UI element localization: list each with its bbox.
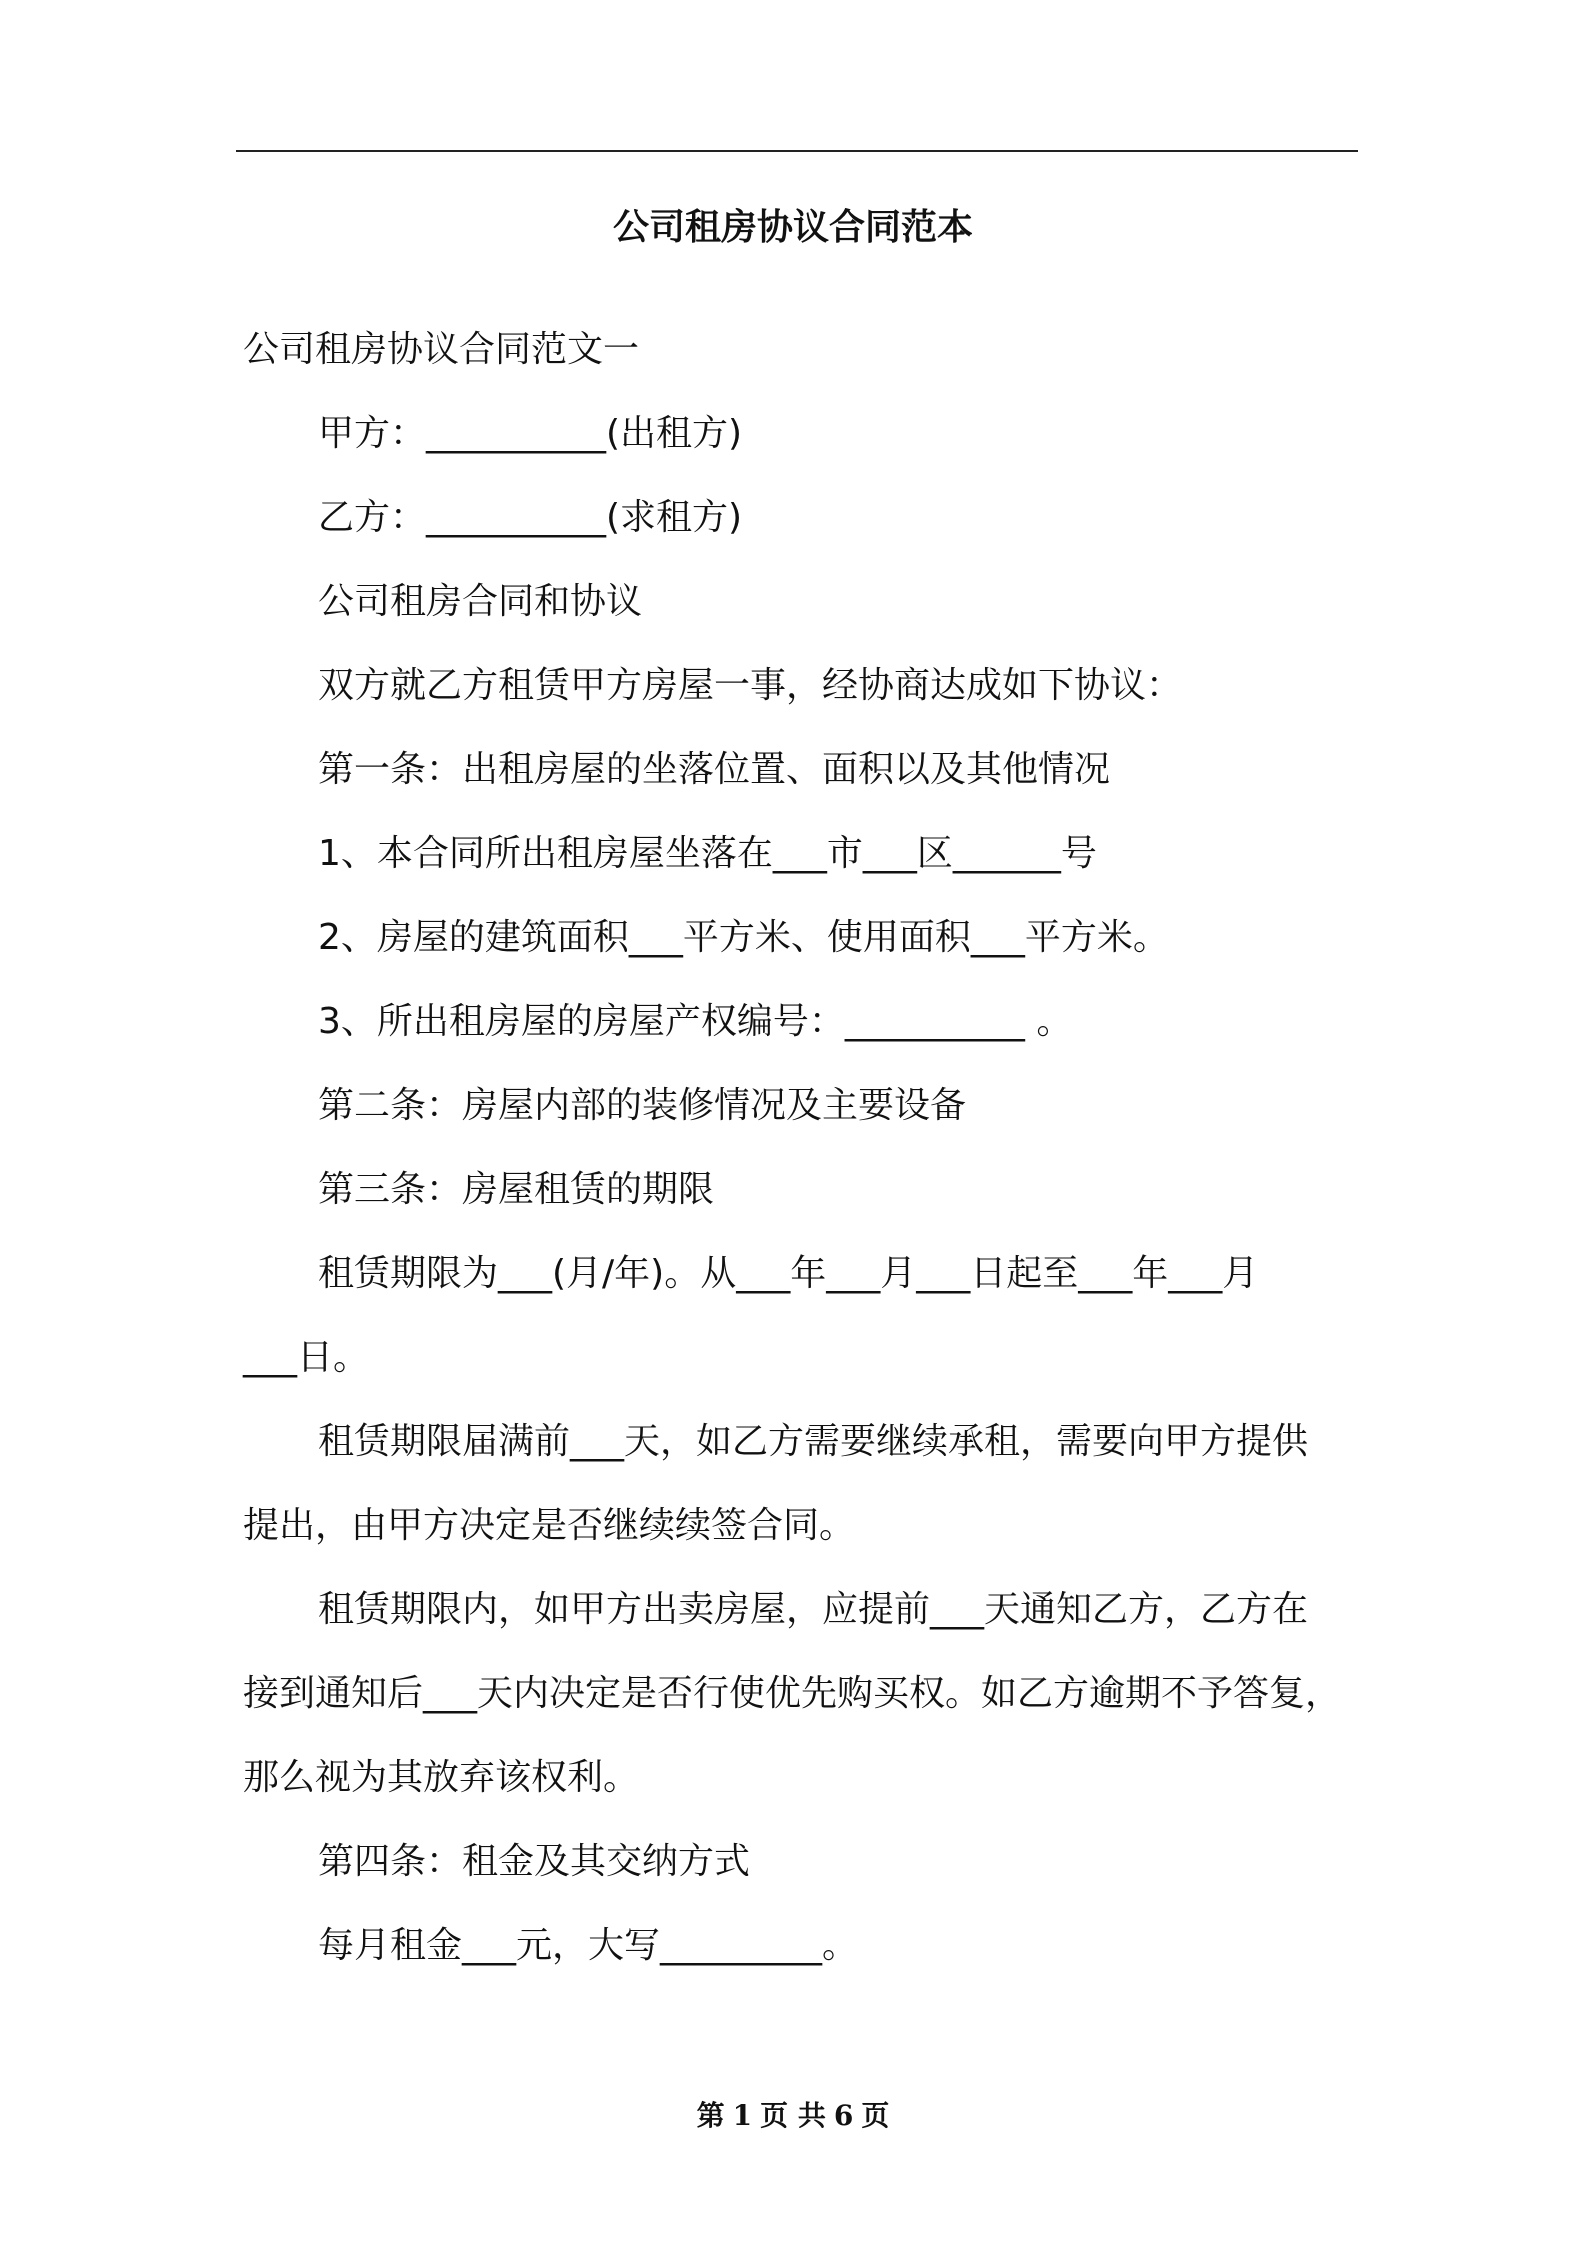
sale-paragraph-line-2: 接到通知后___天内决定是否行使优先购买权。如乙方逾期不予答复，	[243, 1673, 1342, 1714]
page-total: 6	[833, 2099, 854, 2132]
document-subtitle: 公司租房协议合同范文一	[243, 329, 640, 370]
sale-paragraph-line-3: 那么视为其放弃该权利。	[243, 1757, 640, 1798]
party-b-line: 乙方：__________(求租方)	[318, 497, 743, 538]
lease-term-paragraph-line-2: ___日。	[243, 1337, 370, 1378]
article-4-heading: 第四条：租金及其交纳方式	[318, 1841, 751, 1882]
sale-paragraph-line-1: 租赁期限内，如甲方出卖房屋，应提前___天通知乙方，乙方在	[318, 1589, 1309, 1630]
document-title: 公司租房协议合同范本	[612, 207, 973, 248]
page-footer	[0, 2096, 1586, 2136]
monthly-rent-line: 每月租金___元，大写_________。	[318, 1925, 859, 1966]
page-label-mid: 页 共	[760, 2099, 826, 2132]
page-current: 1	[732, 2099, 753, 2132]
page-label-prefix: 第	[696, 2099, 725, 2132]
renewal-paragraph-line-1: 租赁期限届满前___天，如乙方需要继续承租，需要向甲方提供	[318, 1421, 1309, 1462]
preamble-paragraph: 双方就乙方租赁甲方房屋一事，经协商达成如下协议：	[318, 665, 1183, 706]
renewal-paragraph-line-2: 提出，由甲方决定是否继续续签合同。	[243, 1505, 856, 1546]
party-a-line: 甲方：__________(出租方)	[318, 413, 743, 454]
contract-heading: 公司租房合同和协议	[318, 581, 643, 622]
clause-1-3: 3、所出租房屋的房屋产权编号：__________ 。	[318, 1001, 1073, 1042]
article-1-heading: 第一条：出租房屋的坐落位置、面积以及其他情况	[318, 749, 1111, 790]
article-2-heading: 第二条：房屋内部的装修情况及主要设备	[318, 1085, 967, 1126]
article-3-heading: 第三条：房屋租赁的期限	[318, 1169, 715, 1210]
lease-term-paragraph-line-1: 租赁期限为___(月/年)。从___年___月___日起至___年___月	[318, 1253, 1259, 1294]
clause-1-2: 2、房屋的建筑面积___平方米、使用面积___平方米。	[318, 917, 1169, 958]
page-label-suffix: 页	[861, 2099, 890, 2132]
clause-1-1: 1、本合同所出租房屋坐落在___市___区______号	[318, 833, 1097, 874]
header-rule	[236, 150, 1358, 152]
